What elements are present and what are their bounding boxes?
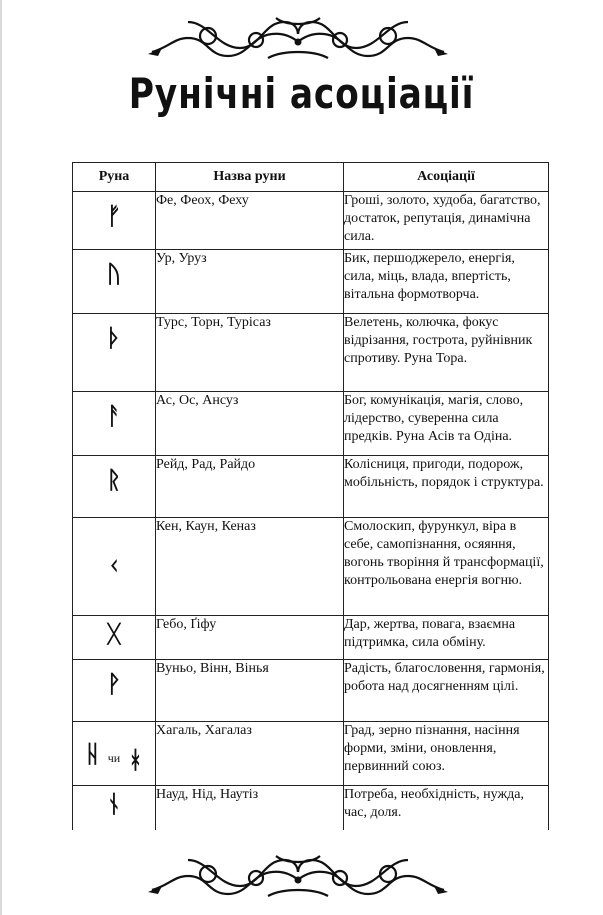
rune-associations: Колісниця, пригоди, подорож, мобільність, порядок і структура. — [344, 456, 549, 518]
table-row — [73, 786, 549, 830]
table-row — [73, 518, 549, 616]
rune-cell — [73, 518, 156, 616]
rune-cell — [73, 722, 156, 786]
rune-associations: Смолоскип, фурункул, віра в себе, самопізнання, осяяння, вогонь творіння й трансформації, контрольована енергія вогню. — [344, 518, 549, 616]
rune-uruz-icon: ᚢ — [106, 260, 122, 288]
rune-associations: Велетень, колючка, фокус відрізання, гострота, руйнівник спротиву. Руна Тора. — [344, 314, 549, 392]
table-row — [73, 192, 549, 250]
rune-associations: Бик, першоджерело, енергія, сила, міць, влада, впертість, вітальна формотворча. — [344, 250, 549, 314]
rune-associations: Гроші, золото, худоба, багатство, достаток, репутація, динамічна сила. — [344, 192, 549, 250]
page-edge — [0, 0, 2, 915]
header-associations: Асоціації — [344, 163, 549, 192]
rune-wunjo-icon: ᚹ — [106, 670, 122, 698]
rune-name: Науд, Нід, Наутіз — [156, 786, 344, 830]
rune-name: Фе, Феох, Феху — [156, 192, 344, 250]
rune-name: Хагаль, Хагалаз — [156, 722, 344, 786]
rune-name: Гебо, Ґіфу — [156, 616, 344, 660]
page-title: Рунічні асоціації — [128, 69, 475, 118]
runes-table — [72, 162, 549, 830]
rune-name: Вуньо, Вінн, Вінья — [156, 660, 344, 722]
rune-hagalaz-icon: ᚺ — [85, 739, 100, 768]
rune-cell — [73, 392, 156, 456]
table-row — [73, 616, 549, 660]
table-row — [73, 314, 549, 392]
rune-cell — [73, 250, 156, 314]
header-rune: Руна — [73, 163, 156, 192]
rune-variants — [73, 736, 155, 772]
table-row — [73, 722, 549, 786]
rune-thurisaz-icon: ᚦ — [106, 324, 122, 352]
rune-kenaz-icon: ᚲ — [106, 551, 122, 580]
header-name: Назва руни — [156, 163, 344, 192]
rune-cell — [73, 786, 156, 830]
rune-gebo-icon: ᚷ — [106, 620, 122, 648]
rune-associations: Град, зерно пізнання, насіння форми, зміни, оновлення, первинний союз. — [344, 722, 549, 786]
rune-name: Ур, Уруз — [156, 250, 344, 314]
rune-cell — [73, 314, 156, 392]
rune-name: Ас, Ос, Ансуз — [156, 392, 344, 456]
table-row — [73, 250, 549, 314]
rune-name: Кен, Каун, Кеназ — [156, 518, 344, 616]
table-row — [73, 456, 549, 518]
rune-associations: Дар, жертва, повага, взаємна підтримка, сила обміну. — [344, 616, 549, 660]
rune-ansuz-icon: ᚨ — [106, 402, 122, 430]
rune-cell — [73, 192, 156, 250]
rune-associations: Бог, комунікація, магія, слово, лідерство, суверенна сила предків. Руна Асів та Одіна. — [344, 392, 549, 456]
rune-naudiz-icon: ᚾ — [106, 790, 122, 818]
table-row — [73, 392, 549, 456]
bottom-knotwork-ornament — [148, 850, 448, 902]
or-word: чи — [107, 750, 121, 765]
rune-name: Рейд, Рад, Райдо — [156, 456, 344, 518]
rune-associations: Радість, благословення, гармонія, робота над досягненням цілі. — [344, 660, 549, 722]
rune-raido-icon: ᚱ — [106, 466, 122, 494]
rune-cell — [73, 616, 156, 660]
rune-cell — [73, 456, 156, 518]
table-row — [73, 660, 549, 722]
rune-fehu-icon: ᚠ — [106, 202, 122, 230]
rune-name: Турс, Торн, Турісаз — [156, 314, 344, 392]
rune-cell — [73, 660, 156, 722]
rune-associations: Потреба, необхідність, нужда, час, доля. — [344, 786, 549, 830]
table-header-row — [73, 163, 549, 192]
rune-hagalaz-alt-icon: ᚼ — [128, 745, 143, 774]
top-knotwork-ornament — [148, 12, 448, 64]
